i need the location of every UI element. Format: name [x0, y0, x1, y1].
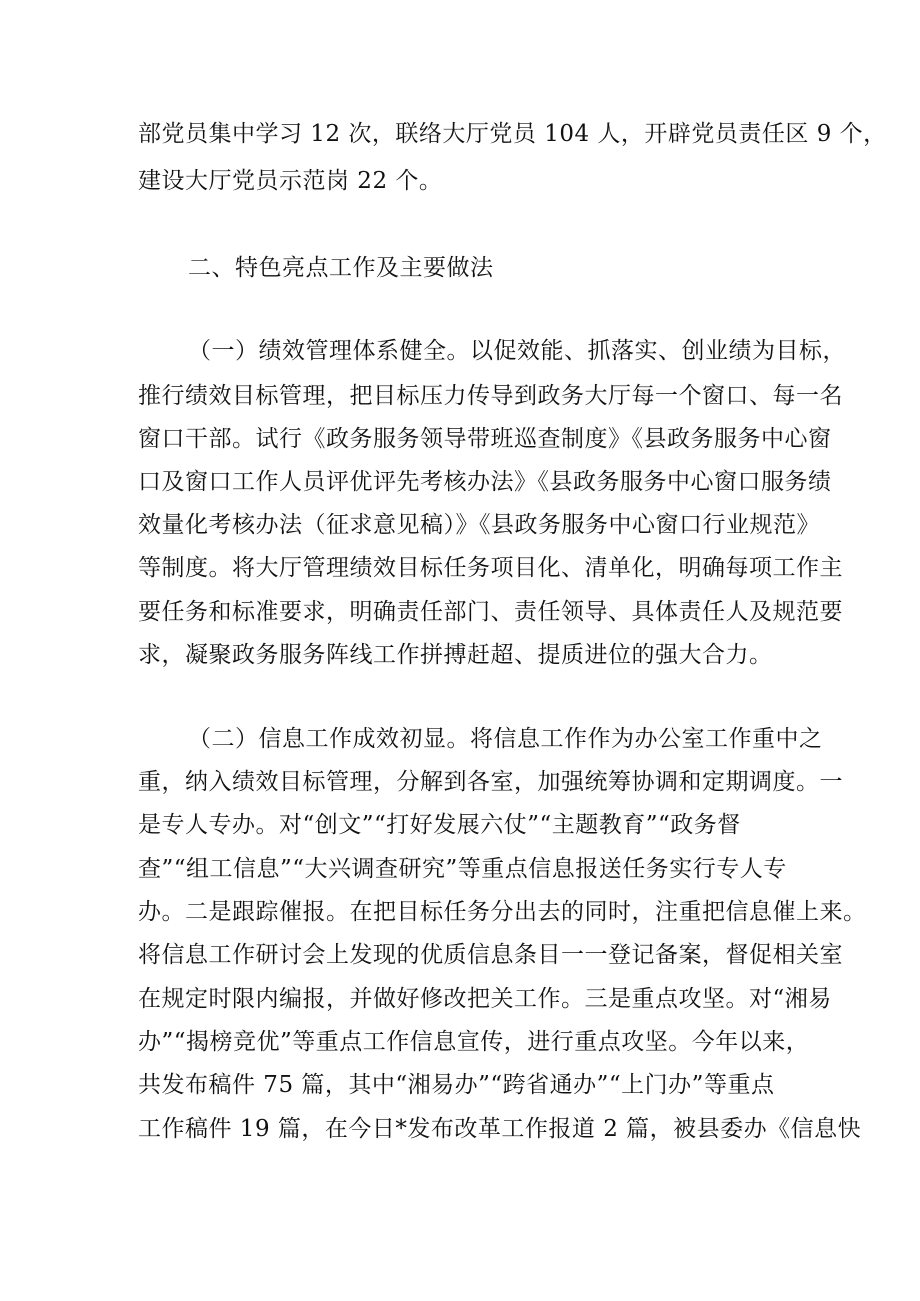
- paragraph1-line-5: 效量化考核办法（征求意见稿）》《县政务服务中心窗口行业规范》: [138, 512, 820, 538]
- paragraph1-line-4: 口及窗口工作人员评优评先考核办法》《县政务服务中心窗口服务绩: [138, 469, 832, 495]
- paragraph2-line-5: 办。二是跟踪催报。在把目标任务分出去的同时，注重把信息催上来。: [138, 899, 867, 925]
- paragraph1-line-2: 推行绩效目标管理，把目标压力传导到政务大厅每一个窗口、每一名: [138, 383, 843, 409]
- section-heading: 二、特色亮点工作及主要做法: [188, 255, 494, 281]
- paragraph2-line-9: 共发布稿件 75 篇，其中“湘易办”“跨省通办”“上门办”等重点: [138, 1072, 775, 1098]
- paragraph2-line-7: 在规定时限内编报，并做好修改把关工作。三是重点攻坚。对“湘易: [138, 986, 832, 1012]
- paragraph1-line-1: （一）绩效管理体系健全。以促效能、抓落实、创业绩为目标，: [188, 338, 846, 364]
- paragraph2-line-10: 工作稿件 19 篇，在今日*发布改革工作报道 2 篇，被县委办《信息快: [138, 1116, 862, 1142]
- intro-line-2: 建设大厅党员示范岗 22 个。: [138, 168, 443, 194]
- paragraph1-line-6: 等制度。将大厅管理绩效目标任务项目化、清单化，明确每项工作主: [138, 555, 843, 581]
- intro-line-1: 部党员集中学习 12 次，联络大厅党员 104 人，开辟党员责任区 9 个，: [138, 121, 887, 147]
- paragraph2-line-1: （二）信息工作成效初显。将信息工作作为办公室工作重中之: [188, 726, 823, 752]
- paragraph2-line-6: 将信息工作研讨会上发现的优质信息条目一一登记备案，督促相关室: [138, 942, 843, 968]
- paragraph2-line-4: 查”“组工信息”“大兴调查研究”等重点信息报送任务实行专人专: [138, 856, 787, 882]
- paragraph2-line-2: 重，纳入绩效目标管理，分解到各室，加强统筹协调和定期调度。一: [138, 769, 843, 795]
- paragraph2-line-8: 办”“揭榜竞优”等重点工作信息宣传，进行重点攻坚。今年以来，: [138, 1029, 810, 1055]
- paragraph2-line-3: 是专人专办。对“创文”“打好发展六仗”“主题教育”“政务督: [138, 812, 741, 838]
- paragraph1-line-3: 窗口干部。试行《政务服务领导带班巡查制度》《县政务服务中心窗: [138, 426, 832, 452]
- paragraph1-line-7: 要任务和标准要求，明确责任部门、责任领导、具体责任人及规范要: [138, 599, 843, 625]
- paragraph1-line-8: 求，凝聚政务服务阵线工作拼搏赶超、提质进位的强大合力。: [138, 642, 773, 668]
